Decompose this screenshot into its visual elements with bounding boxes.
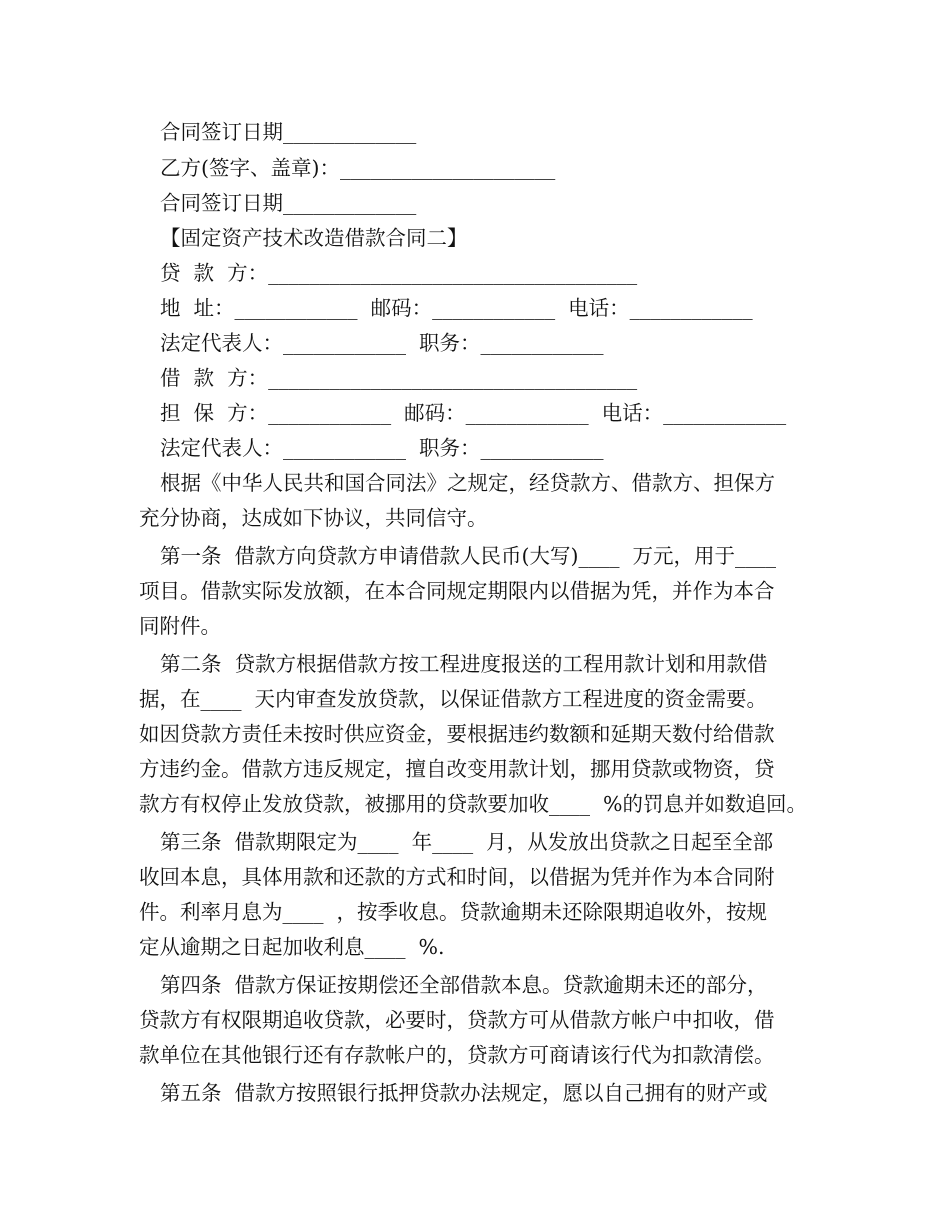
signing-date-line: 合同签订日期_____________ xyxy=(160,191,417,215)
paragraph-line: 定从逾期之日起加收利息____ %. xyxy=(139,935,445,959)
party-b-signature-line: 乙方(签字、盖章)：_____________________ xyxy=(160,156,556,180)
legal-rep-line: 法定代表人：____________ 职务：____________ xyxy=(160,436,604,460)
legal-rep-line: 法定代表人：____________ 职务：____________ xyxy=(160,331,604,355)
article-line: 第五条 借款方按照银行抵押贷款办法规定，愿以自己拥有的财产或 xyxy=(160,1081,768,1105)
paragraph-line: 收回本息，具体用款和还款的方式和时间，以借据为凭并作为本合同附 xyxy=(139,865,775,889)
paragraph-line: 项目。借款实际发放额，在本合同规定期限内以借据为凭，并作为本合 xyxy=(139,579,775,603)
paragraph-line: 件。利率月息为____ ，按季收息。贷款逾期未还除限期追收外，按规 xyxy=(139,900,768,924)
address-line: 地 址：____________ 邮码：____________ 电话：____________ xyxy=(160,296,753,320)
contract-title: 【固定资产技术改造借款合同二】 xyxy=(160,226,468,250)
paragraph-line: 款方有权停止发放贷款，被挪用的贷款要加收____ %的罚息并如数追回。 xyxy=(139,792,808,816)
lender-line: 贷 款 方：____________________________________ xyxy=(160,261,638,285)
borrower-line: 借 款 方：____________________________________ xyxy=(160,366,638,390)
signing-date-line: 合同签订日期_____________ xyxy=(160,120,417,144)
paragraph-line: 充分协商，达成如下协议，共同信守。 xyxy=(139,506,488,530)
article-line: 第一条 借款方向贷款方申请借款人民币(大写)____ 万元，用于____ xyxy=(160,544,777,568)
paragraph-line: 如因贷款方责任未按时供应资金，要根据违约数额和延期天数付给借款 xyxy=(139,722,775,746)
guarantor-line: 担 保 方：____________ 邮码：____________ 电话：____________ xyxy=(160,401,787,425)
paragraph-line: 同附件。 xyxy=(139,614,221,638)
article-line: 第二条 贷款方根据借款方按工程进度报送的工程用款计划和用款借 xyxy=(160,652,768,676)
paragraph-line: 根据《中华人民共和国合同法》之规定，经贷款方、借款方、担保方 xyxy=(160,471,775,495)
article-line: 第四条 借款方保证按期偿还全部借款本息。贷款逾期未还的部分， xyxy=(160,973,768,997)
article-line: 第三条 借款期限定为____ 年____ 月，从发放出贷款之日起至全部 xyxy=(160,830,774,854)
paragraph-line: 贷款方有权限期追收贷款，必要时，贷款方可从借款方帐户中扣收，借 xyxy=(139,1008,775,1032)
paragraph-line: 方违约金。借款方违反规定，擅自改变用款计划，挪用贷款或物资，贷 xyxy=(139,757,775,781)
paragraph-line: 据，在____ 天内审查发放贷款，以保证借款方工程进度的资金需要。 xyxy=(139,687,768,711)
paragraph-line: 款单位在其他银行还有存款帐户的，贷款方可商请该行代为扣款清偿。 xyxy=(139,1043,775,1067)
